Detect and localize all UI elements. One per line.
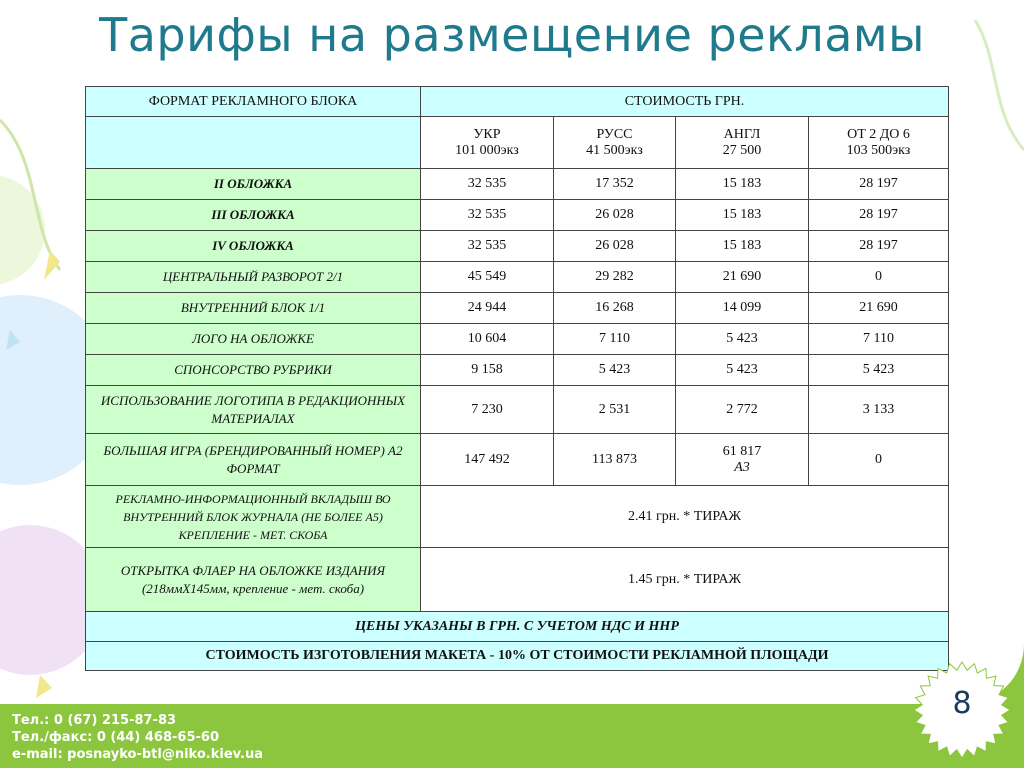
table-row	[86, 434, 949, 486]
table-row	[86, 293, 949, 324]
footer-layout-cost: СТОИМОСТЬ ИЗГОТОВЛЕНИЯ МАКЕТА - 10% ОТ СТОИМОСТИ РЕКЛАМНОЙ ПЛОЩАДИ	[86, 642, 949, 671]
contact-fax: Тел./факс: 0 (44) 468-65-60	[12, 730, 219, 745]
column-run: 27 500	[722, 142, 762, 158]
price-cell: 32 535	[421, 200, 554, 231]
price-cell: 16 268	[554, 293, 676, 324]
column-header	[809, 117, 949, 169]
column-name: РУСС	[596, 126, 633, 142]
price-cell: 17 352	[554, 169, 676, 200]
price-cell: 45 549	[421, 262, 554, 293]
price-cell: 9 158	[421, 355, 554, 386]
format-header: ФОРМАТ РЕКЛАМНОГО БЛОКА	[86, 87, 421, 117]
column-run: 103 500экз	[846, 142, 911, 158]
column-header	[421, 117, 554, 169]
contact-phone: Тел.: 0 (67) 215-87-83	[12, 713, 177, 728]
tariff-table	[85, 86, 949, 671]
price-cell: 147 492	[421, 434, 554, 486]
price-cell: 113 873	[554, 434, 676, 486]
contacts-block	[12, 712, 263, 763]
column-run: 101 000экз	[455, 142, 519, 158]
columns-row	[86, 117, 949, 169]
footer-layout-row	[86, 642, 949, 671]
row-label: II ОБЛОЖКА	[86, 169, 421, 200]
price-cell: 24 944	[421, 293, 554, 324]
price-cell: 15 183	[676, 200, 809, 231]
footer-note-row	[86, 612, 949, 642]
column-name: ОТ 2 ДО 6	[847, 126, 910, 142]
price-cell: 7 110	[554, 324, 676, 355]
price-cell: 14 099	[676, 293, 809, 324]
price-cell	[676, 434, 809, 486]
postcard-label	[86, 548, 421, 612]
price-cell: 15 183	[676, 231, 809, 262]
price-value: 61 817	[722, 443, 762, 459]
page-title: Тарифы на размещение рекламы	[99, 8, 925, 62]
row-label: III ОБЛОЖКА	[86, 200, 421, 231]
table-row	[86, 200, 949, 231]
contact-email: e-mail: posnayko-btl@niko.kiev.ua	[12, 747, 264, 762]
price-cell: 26 028	[554, 200, 676, 231]
price-cell: 26 028	[554, 231, 676, 262]
column-name: УКР	[473, 126, 501, 142]
price-cell: 5 423	[676, 324, 809, 355]
table-row	[86, 355, 949, 386]
price-cell: 5 423	[554, 355, 676, 386]
row-label: БОЛЬШАЯ ИГРА (БРЕНДИРОВАННЫЙ НОМЕР) А2 ФОРМАТ	[86, 434, 421, 486]
price-cell: 29 282	[554, 262, 676, 293]
table-row	[86, 386, 949, 434]
cost-header: СТОИМОСТЬ ГРН.	[421, 87, 949, 117]
row-label: СПОНСОРСТВО РУБРИКИ	[86, 355, 421, 386]
table-row	[86, 231, 949, 262]
column-run: 41 500экз	[586, 142, 643, 158]
footer-note: ЦЕНЫ УКАЗАНЫ В ГРН. С УЧЕТОМ НДС И ННР	[86, 612, 949, 642]
price-cell: 0	[809, 262, 949, 293]
insert-row	[86, 486, 949, 548]
sparkle-yellow-2	[36, 675, 52, 698]
column-header	[554, 117, 676, 169]
table-row	[86, 324, 949, 355]
row-label: ЛОГО НА ОБЛОЖКЕ	[86, 324, 421, 355]
price-cell: 21 690	[676, 262, 809, 293]
row-label: ЦЕНТРАЛЬНЫЙ РАЗВОРОТ 2/1	[86, 262, 421, 293]
price-cell: 32 535	[421, 169, 554, 200]
price-cell: 2 772	[676, 386, 809, 434]
price-cell: 0	[809, 434, 949, 486]
price-cell: 2 531	[554, 386, 676, 434]
format-note: А3	[734, 459, 750, 475]
price-cell: 15 183	[676, 169, 809, 200]
row-label: ВНУТРЕННИЙ БЛОК 1/1	[86, 293, 421, 324]
price-cell: 32 535	[421, 231, 554, 262]
price-cell: 5 423	[809, 355, 949, 386]
price-cell: 3 133	[809, 386, 949, 434]
price-cell: 7 230	[421, 386, 554, 434]
price-cell: 7 110	[809, 324, 949, 355]
page-number: 8	[952, 686, 972, 721]
table-row	[86, 169, 949, 200]
price-cell: 28 197	[809, 169, 949, 200]
insert-label: РЕКЛАМНО-ИНФОРМАЦИОННЫЙ ВКЛАДЫШ ВО ВНУТРЕННИЙ БЛОК ЖУРНАЛА (НЕ БОЛЕЕ А5) КРЕПЛЕНИЕ - МЕТ. СКОБА	[86, 486, 421, 548]
postcard-label-text: ОТКРЫТКА ФЛАЕР НА ОБЛОЖКЕ ИЗДАНИЯ (218ммХ145мм, крепление - мет. скоба)	[120, 562, 386, 596]
table-row	[86, 262, 949, 293]
header-row	[86, 87, 949, 117]
row-label: IV ОБЛОЖКА	[86, 231, 421, 262]
insert-price: 2.41 грн. * ТИРАЖ	[421, 486, 949, 548]
price-cell: 28 197	[809, 231, 949, 262]
row-label: ИСПОЛЬЗОВАНИЕ ЛОГОТИПА В РЕДАКЦИОННЫХ МАТЕРИАЛАХ	[86, 386, 421, 434]
postcard-price: 1.45 грн. * ТИРАЖ	[421, 548, 949, 612]
column-name: АНГЛ	[723, 126, 761, 142]
price-cell: 21 690	[809, 293, 949, 324]
empty-header-cell	[86, 117, 421, 169]
price-cell: 28 197	[809, 200, 949, 231]
price-cell: 5 423	[676, 355, 809, 386]
price-cell: 10 604	[421, 324, 554, 355]
bubble-green	[0, 175, 45, 285]
postcard-row	[86, 548, 949, 612]
column-header	[676, 117, 809, 169]
